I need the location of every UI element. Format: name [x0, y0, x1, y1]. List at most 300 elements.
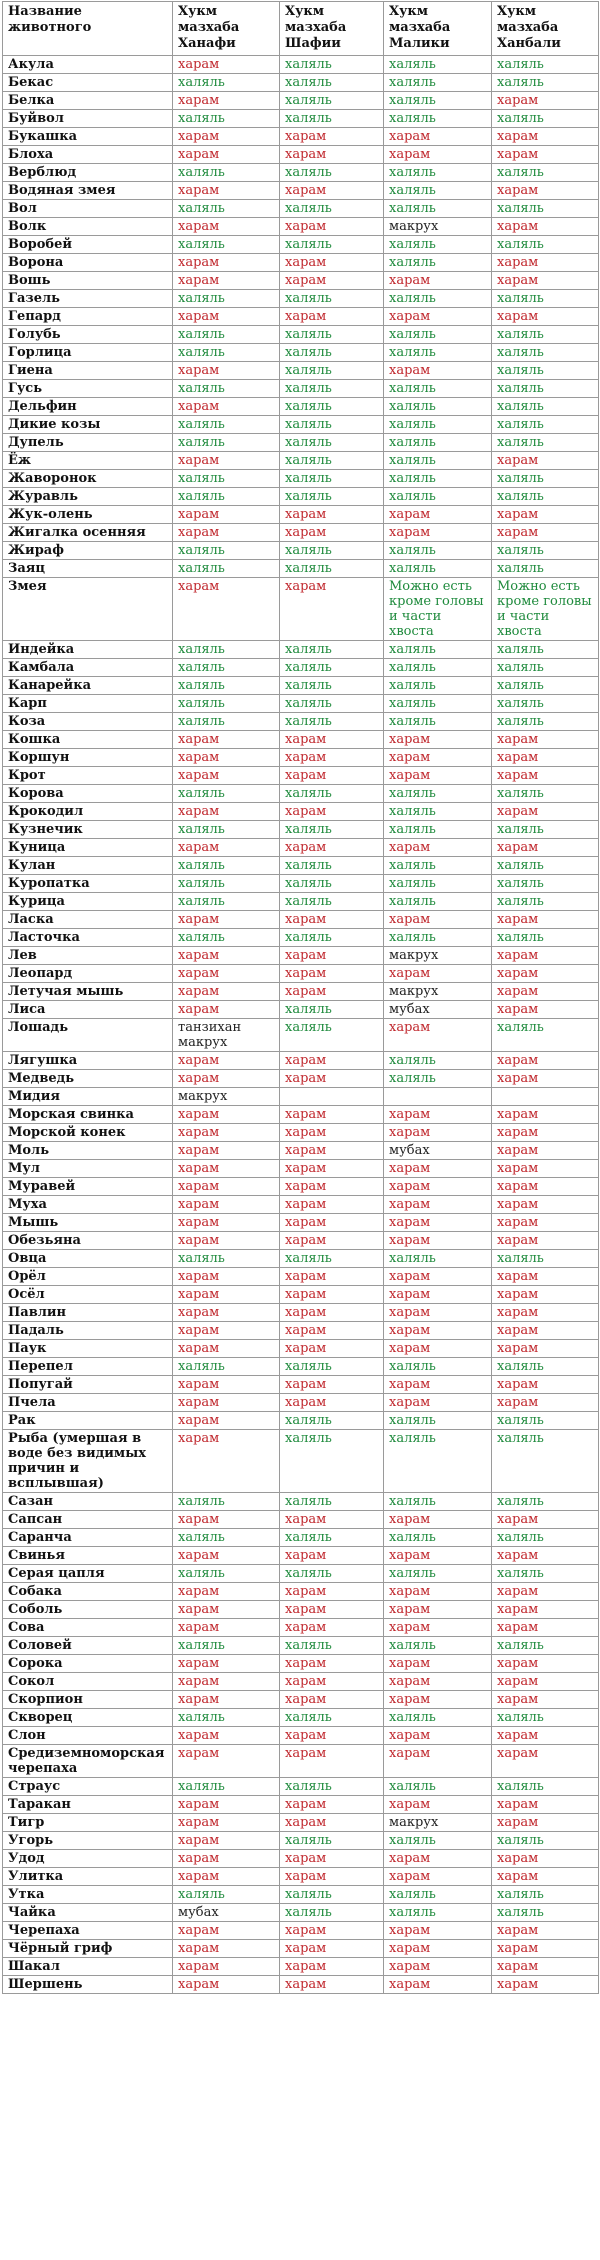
hanafi-cell: халяль	[173, 470, 280, 488]
shafii-cell: харам	[280, 731, 384, 749]
table-row	[3, 1019, 599, 1052]
table-row	[3, 695, 599, 713]
hanbali-cell: харам	[492, 254, 599, 272]
maliki-cell: макрух	[384, 218, 492, 236]
animal-name-cell: Шакал	[3, 1958, 173, 1976]
table-row	[3, 929, 599, 947]
maliki-cell: харам	[384, 146, 492, 164]
table-row	[3, 182, 599, 200]
animal-name-cell: Собака	[3, 1583, 173, 1601]
hanbali-cell: харам	[492, 803, 599, 821]
hanbali-cell: харам	[492, 1601, 599, 1619]
table-row	[3, 1232, 599, 1250]
maliki-cell: харам	[384, 1976, 492, 1994]
shafii-cell: халяль	[280, 470, 384, 488]
animal-name-cell: Таракан	[3, 1796, 173, 1814]
shafii-cell: харам	[280, 1511, 384, 1529]
hanbali-cell: халяль	[492, 1493, 599, 1511]
animal-name-cell: Голубь	[3, 326, 173, 344]
table-row	[3, 1178, 599, 1196]
table-row	[3, 911, 599, 929]
maliki-cell: халяль	[384, 416, 492, 434]
maliki-cell: мубах	[384, 1142, 492, 1160]
shafii-cell: харам	[280, 1052, 384, 1070]
shafii-cell: харам	[280, 524, 384, 542]
animal-name-cell: Вошь	[3, 272, 173, 290]
hanafi-cell: харам	[173, 1850, 280, 1868]
maliki-cell: харам	[384, 749, 492, 767]
table-row	[3, 1922, 599, 1940]
shafii-cell: харам	[280, 965, 384, 983]
animal-name-cell: Дельфин	[3, 398, 173, 416]
animal-name-cell: Моль	[3, 1142, 173, 1160]
hanbali-cell: харам	[492, 1196, 599, 1214]
shafii-cell: харам	[280, 218, 384, 236]
hanbali-cell: халяль	[492, 470, 599, 488]
hanbali-cell: халяль	[492, 1250, 599, 1268]
shafii-cell: харам	[280, 1142, 384, 1160]
animal-name-cell: Кузнечик	[3, 821, 173, 839]
hanafi-cell: харам	[173, 1124, 280, 1142]
shafii-cell: халяль	[280, 695, 384, 713]
animal-name-cell: Блоха	[3, 146, 173, 164]
animal-name-cell: Черепаха	[3, 1922, 173, 1940]
shafii-cell: халяль	[280, 1832, 384, 1850]
maliki-cell: харам	[384, 506, 492, 524]
maliki-cell: халяль	[384, 56, 492, 74]
shafii-cell: харам	[280, 1232, 384, 1250]
maliki-cell: халяль	[384, 1832, 492, 1850]
shafii-cell: халяль	[280, 857, 384, 875]
animal-name-cell: Канарейка	[3, 677, 173, 695]
table-row	[3, 857, 599, 875]
shafii-cell: халяль	[280, 1493, 384, 1511]
maliki-cell: халяль	[384, 452, 492, 470]
shafii-cell: харам	[280, 947, 384, 965]
animal-name-cell: Журавль	[3, 488, 173, 506]
hanafi-cell: харам	[173, 92, 280, 110]
animal-name-cell: Морская свинка	[3, 1106, 173, 1124]
shafii-cell: харам	[280, 578, 384, 641]
hanafi-cell: халяль	[173, 290, 280, 308]
shafii-cell: халяль	[280, 92, 384, 110]
hanbali-cell: харам	[492, 1796, 599, 1814]
hanafi-cell: харам	[173, 1322, 280, 1340]
hanbali-cell: харам	[492, 1376, 599, 1394]
table-row	[3, 1088, 599, 1106]
animal-name-cell: Падаль	[3, 1322, 173, 1340]
shafii-cell: халяль	[280, 200, 384, 218]
hanafi-cell: харам	[173, 1958, 280, 1976]
maliki-cell: халяль	[384, 182, 492, 200]
maliki-cell: халяль	[384, 326, 492, 344]
animal-name-cell: Муравей	[3, 1178, 173, 1196]
hanafi-cell: харам	[173, 1940, 280, 1958]
hanafi-cell: харам	[173, 1196, 280, 1214]
hanafi-cell: харам	[173, 1814, 280, 1832]
animal-name-cell: Белка	[3, 92, 173, 110]
hanbali-cell: халяль	[492, 1529, 599, 1547]
hanafi-cell: танзихан макрух	[173, 1019, 280, 1052]
table-row	[3, 1868, 599, 1886]
animal-name-cell: Вол	[3, 200, 173, 218]
hanafi-cell: харам	[173, 749, 280, 767]
maliki-cell: халяль	[384, 488, 492, 506]
hanafi-cell: харам	[173, 1868, 280, 1886]
hanafi-cell: харам	[173, 1922, 280, 1940]
hanbali-cell: харам	[492, 1655, 599, 1673]
animal-name-cell: Водяная змея	[3, 182, 173, 200]
hanafi-cell: халяль	[173, 1250, 280, 1268]
maliki-cell: харам	[384, 1868, 492, 1886]
hanbali-cell: халяль	[492, 326, 599, 344]
hanbali-cell: харам	[492, 1814, 599, 1832]
hanafi-cell: халяль	[173, 380, 280, 398]
hanbali-cell: харам	[492, 1124, 599, 1142]
shafii-cell: харам	[280, 749, 384, 767]
table-row	[3, 560, 599, 578]
maliki-cell: харам	[384, 308, 492, 326]
table-row	[3, 506, 599, 524]
hanafi-cell: харам	[173, 1430, 280, 1493]
shafii-cell: халяль	[280, 1430, 384, 1493]
hanbali-cell: харам	[492, 1160, 599, 1178]
maliki-cell: харам	[384, 1796, 492, 1814]
maliki-cell: харам	[384, 272, 492, 290]
table-row	[3, 1778, 599, 1796]
shafii-cell: халяль	[280, 416, 384, 434]
table-row	[3, 1976, 599, 1994]
animal-name-cell: Муха	[3, 1196, 173, 1214]
maliki-cell: халяль	[384, 1904, 492, 1922]
hanbali-cell: харам	[492, 1394, 599, 1412]
hanafi-cell: халяль	[173, 416, 280, 434]
animal-name-cell: Свинья	[3, 1547, 173, 1565]
animal-name-cell: Буйвол	[3, 110, 173, 128]
table-row	[3, 1286, 599, 1304]
table-row	[3, 74, 599, 92]
hanbali-cell: харам	[492, 524, 599, 542]
hanbali-cell: харам	[492, 1727, 599, 1745]
animal-name-cell: Перепел	[3, 1358, 173, 1376]
hanafi-cell: мубах	[173, 1904, 280, 1922]
hanafi-cell: харам	[173, 965, 280, 983]
hanbali-cell: халяль	[492, 1778, 599, 1796]
maliki-cell: халяль	[384, 1778, 492, 1796]
hanbali-cell: халяль	[492, 290, 599, 308]
shafii-cell: халяль	[280, 290, 384, 308]
shafii-cell: харам	[280, 1340, 384, 1358]
hanbali-cell: халяль	[492, 677, 599, 695]
shafii-cell: халяль	[280, 452, 384, 470]
hanbali-cell: харам	[492, 1940, 599, 1958]
shafii-cell: харам	[280, 272, 384, 290]
animal-name-cell: Попугай	[3, 1376, 173, 1394]
shafii-cell: халяль	[280, 344, 384, 362]
maliki-cell: харам	[384, 1106, 492, 1124]
header-shafii: Хукм мазхаба Шафии	[280, 2, 384, 56]
maliki-cell: халяль	[384, 1358, 492, 1376]
hanafi-cell: халяль	[173, 488, 280, 506]
shafii-cell: халяль	[280, 1904, 384, 1922]
maliki-cell: харам	[384, 1958, 492, 1976]
maliki-cell: халяль	[384, 785, 492, 803]
shafii-cell: харам	[280, 1673, 384, 1691]
animal-name-cell: Мидия	[3, 1088, 173, 1106]
hanafi-cell: халяль	[173, 1529, 280, 1547]
hanbali-cell: халяль	[492, 1412, 599, 1430]
animal-name-cell: Кошка	[3, 731, 173, 749]
maliki-cell: халяль	[384, 254, 492, 272]
hanbali-cell: халяль	[492, 893, 599, 911]
hanafi-cell: харам	[173, 983, 280, 1001]
table-row	[3, 1727, 599, 1745]
animal-name-cell: Мул	[3, 1160, 173, 1178]
hanafi-cell: харам	[173, 1268, 280, 1286]
hanafi-cell: харам	[173, 1340, 280, 1358]
maliki-cell: халяль	[384, 1430, 492, 1493]
maliki-cell: халяль	[384, 1250, 492, 1268]
maliki-cell: харам	[384, 1691, 492, 1709]
hanbali-cell: харам	[492, 1322, 599, 1340]
table-row	[3, 218, 599, 236]
animal-name-cell: Индейка	[3, 641, 173, 659]
table-row	[3, 1430, 599, 1493]
animal-name-cell: Жираф	[3, 542, 173, 560]
maliki-cell: харам	[384, 1124, 492, 1142]
animal-name-cell: Тигр	[3, 1814, 173, 1832]
hanafi-cell: халяль	[173, 1565, 280, 1583]
table-row	[3, 92, 599, 110]
maliki-cell: харам	[384, 911, 492, 929]
table-row	[3, 1304, 599, 1322]
table-row	[3, 470, 599, 488]
hanafi-cell: харам	[173, 272, 280, 290]
animal-name-cell: Жаворонок	[3, 470, 173, 488]
shafii-cell: халяль	[280, 434, 384, 452]
hanafi-cell: харам	[173, 1412, 280, 1430]
maliki-cell: харам	[384, 1160, 492, 1178]
shafii-cell: халяль	[280, 236, 384, 254]
maliki-cell: харам	[384, 128, 492, 146]
table-row	[3, 785, 599, 803]
hanafi-cell: харам	[173, 524, 280, 542]
maliki-cell: Можно есть кроме головы и части хвоста	[384, 578, 492, 641]
shafii-cell: харам	[280, 1196, 384, 1214]
table-row	[3, 1052, 599, 1070]
hanbali-cell: халяль	[492, 398, 599, 416]
table-row	[3, 893, 599, 911]
maliki-cell: халяль	[384, 344, 492, 362]
table-row	[3, 1601, 599, 1619]
animal-name-cell: Куропатка	[3, 875, 173, 893]
hanafi-cell: халяль	[173, 659, 280, 677]
maliki-cell: харам	[384, 965, 492, 983]
hanafi-cell: халяль	[173, 1778, 280, 1796]
table-row	[3, 1691, 599, 1709]
maliki-cell: халяль	[384, 1565, 492, 1583]
animal-name-cell: Курица	[3, 893, 173, 911]
maliki-cell: халяль	[384, 1529, 492, 1547]
table-row	[3, 128, 599, 146]
hanbali-cell: харам	[492, 947, 599, 965]
hanbali-cell: харам	[492, 1976, 599, 1994]
table-row	[3, 1583, 599, 1601]
hanafi-cell: харам	[173, 947, 280, 965]
maliki-cell: халяль	[384, 1052, 492, 1070]
shafii-cell: халяль	[280, 785, 384, 803]
animal-name-cell: Лягушка	[3, 1052, 173, 1070]
animal-name-cell: Скворец	[3, 1709, 173, 1727]
maliki-cell: халяль	[384, 470, 492, 488]
animal-name-cell: Карп	[3, 695, 173, 713]
animal-name-cell: Удод	[3, 1850, 173, 1868]
shafii-cell: халяль	[280, 929, 384, 947]
maliki-cell: макрух	[384, 1814, 492, 1832]
hanafi-cell: харам	[173, 1976, 280, 1994]
hanafi-cell: харам	[173, 767, 280, 785]
hanafi-cell: макрух	[173, 1088, 280, 1106]
hanafi-cell: халяль	[173, 236, 280, 254]
hanafi-cell: харам	[173, 1583, 280, 1601]
maliki-cell: харам	[384, 1322, 492, 1340]
hanafi-cell: харам	[173, 1142, 280, 1160]
table-row	[3, 326, 599, 344]
table-row	[3, 1196, 599, 1214]
maliki-cell: харам	[384, 1850, 492, 1868]
table-row	[3, 1493, 599, 1511]
hanbali-cell: харам	[492, 731, 599, 749]
hanbali-cell: харам	[492, 983, 599, 1001]
hanafi-cell: харам	[173, 1214, 280, 1232]
animal-name-cell: Жигалка осенняя	[3, 524, 173, 542]
hanbali-cell: халяль	[492, 857, 599, 875]
maliki-cell: халяль	[384, 1493, 492, 1511]
hanafi-cell: харам	[173, 1394, 280, 1412]
shafii-cell: халяль	[280, 1709, 384, 1727]
table-row	[3, 1886, 599, 1904]
animal-name-cell: Чайка	[3, 1904, 173, 1922]
shafii-cell: харам	[280, 1124, 384, 1142]
shafii-cell: харам	[280, 1304, 384, 1322]
table-row	[3, 1796, 599, 1814]
shafii-cell: харам	[280, 1691, 384, 1709]
header-animal-name: Название животного	[3, 2, 173, 56]
shafii-cell: халяль	[280, 677, 384, 695]
animal-name-cell: Гусь	[3, 380, 173, 398]
maliki-cell: халяль	[384, 542, 492, 560]
animal-name-cell: Паук	[3, 1340, 173, 1358]
shafii-cell	[280, 1088, 384, 1106]
hanbali-cell: харам	[492, 1547, 599, 1565]
shafii-cell: халяль	[280, 164, 384, 182]
hanafi-cell: харам	[173, 146, 280, 164]
table-row	[3, 731, 599, 749]
shafii-cell: халяль	[280, 1886, 384, 1904]
hanbali-cell: халяль	[492, 74, 599, 92]
hanbali-cell: халяль	[492, 1565, 599, 1583]
hanbali-cell: харам	[492, 1070, 599, 1088]
hanbali-cell: харам	[492, 506, 599, 524]
animal-name-cell: Крокодил	[3, 803, 173, 821]
maliki-cell: харам	[384, 839, 492, 857]
maliki-cell: халяль	[384, 110, 492, 128]
shafii-cell: харам	[280, 1547, 384, 1565]
shafii-cell: харам	[280, 1727, 384, 1745]
animal-name-cell: Крот	[3, 767, 173, 785]
shafii-cell: халяль	[280, 1565, 384, 1583]
hanbali-cell: харам	[492, 1922, 599, 1940]
hanbali-cell: халяль	[492, 695, 599, 713]
table-row	[3, 821, 599, 839]
table-row	[3, 1142, 599, 1160]
hanbali-cell: харам	[492, 839, 599, 857]
maliki-cell: халяль	[384, 713, 492, 731]
hanbali-cell: харам	[492, 1268, 599, 1286]
hanbali-cell: халяль	[492, 1886, 599, 1904]
hanbali-cell: харам	[492, 749, 599, 767]
shafii-cell: халяль	[280, 1001, 384, 1019]
hanbali-cell: харам	[492, 1232, 599, 1250]
hanafi-cell: харам	[173, 1052, 280, 1070]
maliki-cell: халяль	[384, 398, 492, 416]
shafii-cell: халяль	[280, 875, 384, 893]
table-row	[3, 200, 599, 218]
animal-name-cell: Дикие козы	[3, 416, 173, 434]
hanbali-cell: халяль	[492, 236, 599, 254]
animal-name-cell: Корова	[3, 785, 173, 803]
maliki-cell: харам	[384, 1511, 492, 1529]
hanafi-cell: халяль	[173, 1637, 280, 1655]
shafii-cell: харам	[280, 839, 384, 857]
animal-name-cell: Гиена	[3, 362, 173, 380]
animal-name-cell: Жук-олень	[3, 506, 173, 524]
maliki-cell: харам	[384, 1268, 492, 1286]
maliki-cell: харам	[384, 1196, 492, 1214]
shafii-cell: халяль	[280, 1529, 384, 1547]
hanafi-cell: харам	[173, 1673, 280, 1691]
shafii-cell: харам	[280, 128, 384, 146]
table-row	[3, 1745, 599, 1778]
hanbali-cell: харам	[492, 1001, 599, 1019]
table-row	[3, 803, 599, 821]
shafii-cell: халяль	[280, 110, 384, 128]
hanafi-cell: харам	[173, 308, 280, 326]
shafii-cell: халяль	[280, 1019, 384, 1052]
hanafi-cell: харам	[173, 731, 280, 749]
hanafi-cell: харам	[173, 1160, 280, 1178]
table-row	[3, 1904, 599, 1922]
table-row	[3, 1619, 599, 1637]
table-row	[3, 1070, 599, 1088]
maliki-cell: харам	[384, 1286, 492, 1304]
hanbali-cell: харам	[492, 1340, 599, 1358]
animal-name-cell: Сазан	[3, 1493, 173, 1511]
maliki-cell: халяль	[384, 290, 492, 308]
hanbali-cell: халяль	[492, 542, 599, 560]
table-row	[3, 1709, 599, 1727]
hanbali-cell: халяль	[492, 488, 599, 506]
hanafi-cell: харам	[173, 1832, 280, 1850]
hanafi-cell: халяль	[173, 434, 280, 452]
hanbali-cell: халяль	[492, 641, 599, 659]
hanbali-cell: Можно есть кроме головы и части хвоста	[492, 578, 599, 641]
hanbali-cell: харам	[492, 1052, 599, 1070]
table-row	[3, 1268, 599, 1286]
animal-name-cell: Сокол	[3, 1673, 173, 1691]
animal-name-cell: Страус	[3, 1778, 173, 1796]
header-hanbali: Хукм мазхаба Ханбали	[492, 2, 599, 56]
